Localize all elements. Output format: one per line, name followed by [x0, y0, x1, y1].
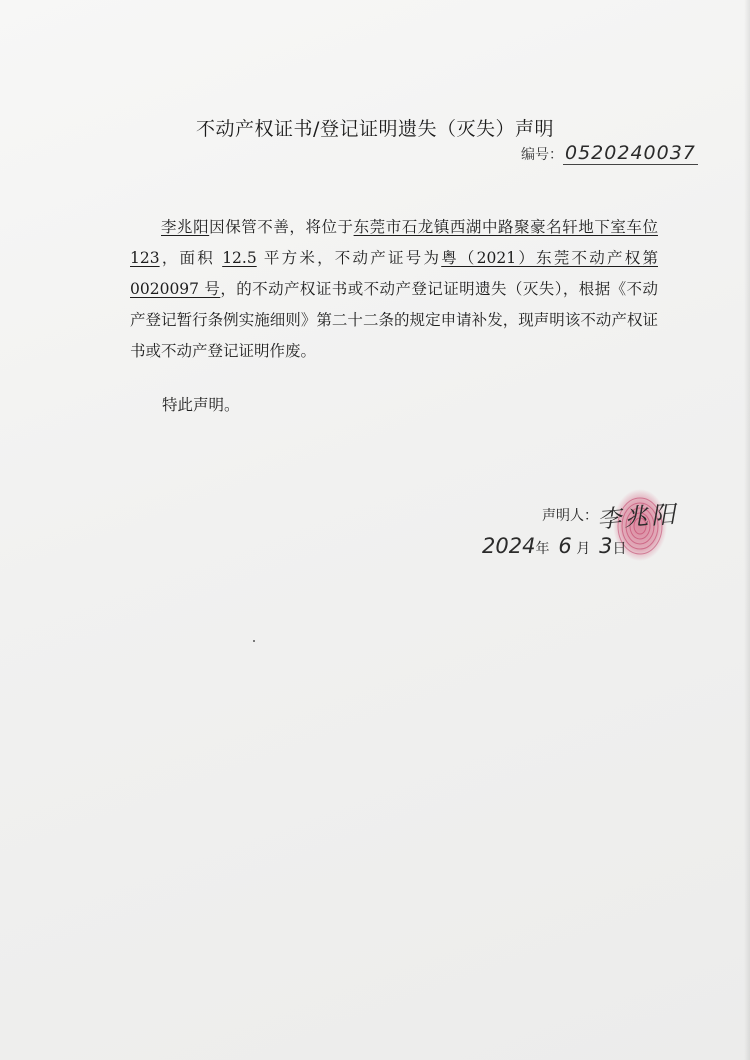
owner-name: 李兆阳: [161, 218, 210, 236]
certificate-number: 粤（2021）东莞不动产权第 0020097 号: [130, 249, 658, 298]
date-day-char: 日: [612, 541, 627, 557]
document-title: 不动产权证书/登记证明遗失（灭失）声明: [196, 118, 554, 140]
date-month: 6: [558, 534, 572, 558]
date-year: 2024: [482, 534, 536, 558]
date-month-char: 月: [576, 541, 591, 557]
signature-date: [482, 534, 626, 558]
declaration-body: [130, 212, 658, 367]
handwritten-signature: 李兆阳: [596, 500, 680, 534]
document-number: [521, 142, 736, 164]
date-year-char: 年: [535, 541, 550, 557]
document-number-label: 编号：: [521, 147, 563, 163]
body-segment-2: ，面积: [159, 249, 223, 267]
declaration-paragraph: [130, 212, 658, 367]
body-segment-4: ，的不动产权证书或不动产登记证明遗失（灭失），根据《不动产登记暂行条例实施细则》第二十二条的规定申请补发，现声明该不动产权证书或不动产登记证明作废。: [130, 280, 658, 360]
date-day: 3: [599, 534, 613, 558]
paper-speck: [253, 640, 255, 642]
document-number-value: 0520240037: [565, 142, 696, 164]
declarant-label: 声明人：: [542, 508, 598, 524]
body-segment-3: 平方米，不动产证号为: [256, 249, 442, 267]
paper-edge-shadow: [744, 0, 750, 1060]
property-area: 12.5: [222, 249, 257, 267]
closing-statement: 特此声明。: [162, 396, 240, 414]
property-address: 东莞市石龙镇西湖中路聚豪名轩地下室车位 123: [130, 218, 658, 267]
body-segment-1: 因保管不善，将位于: [209, 218, 354, 236]
